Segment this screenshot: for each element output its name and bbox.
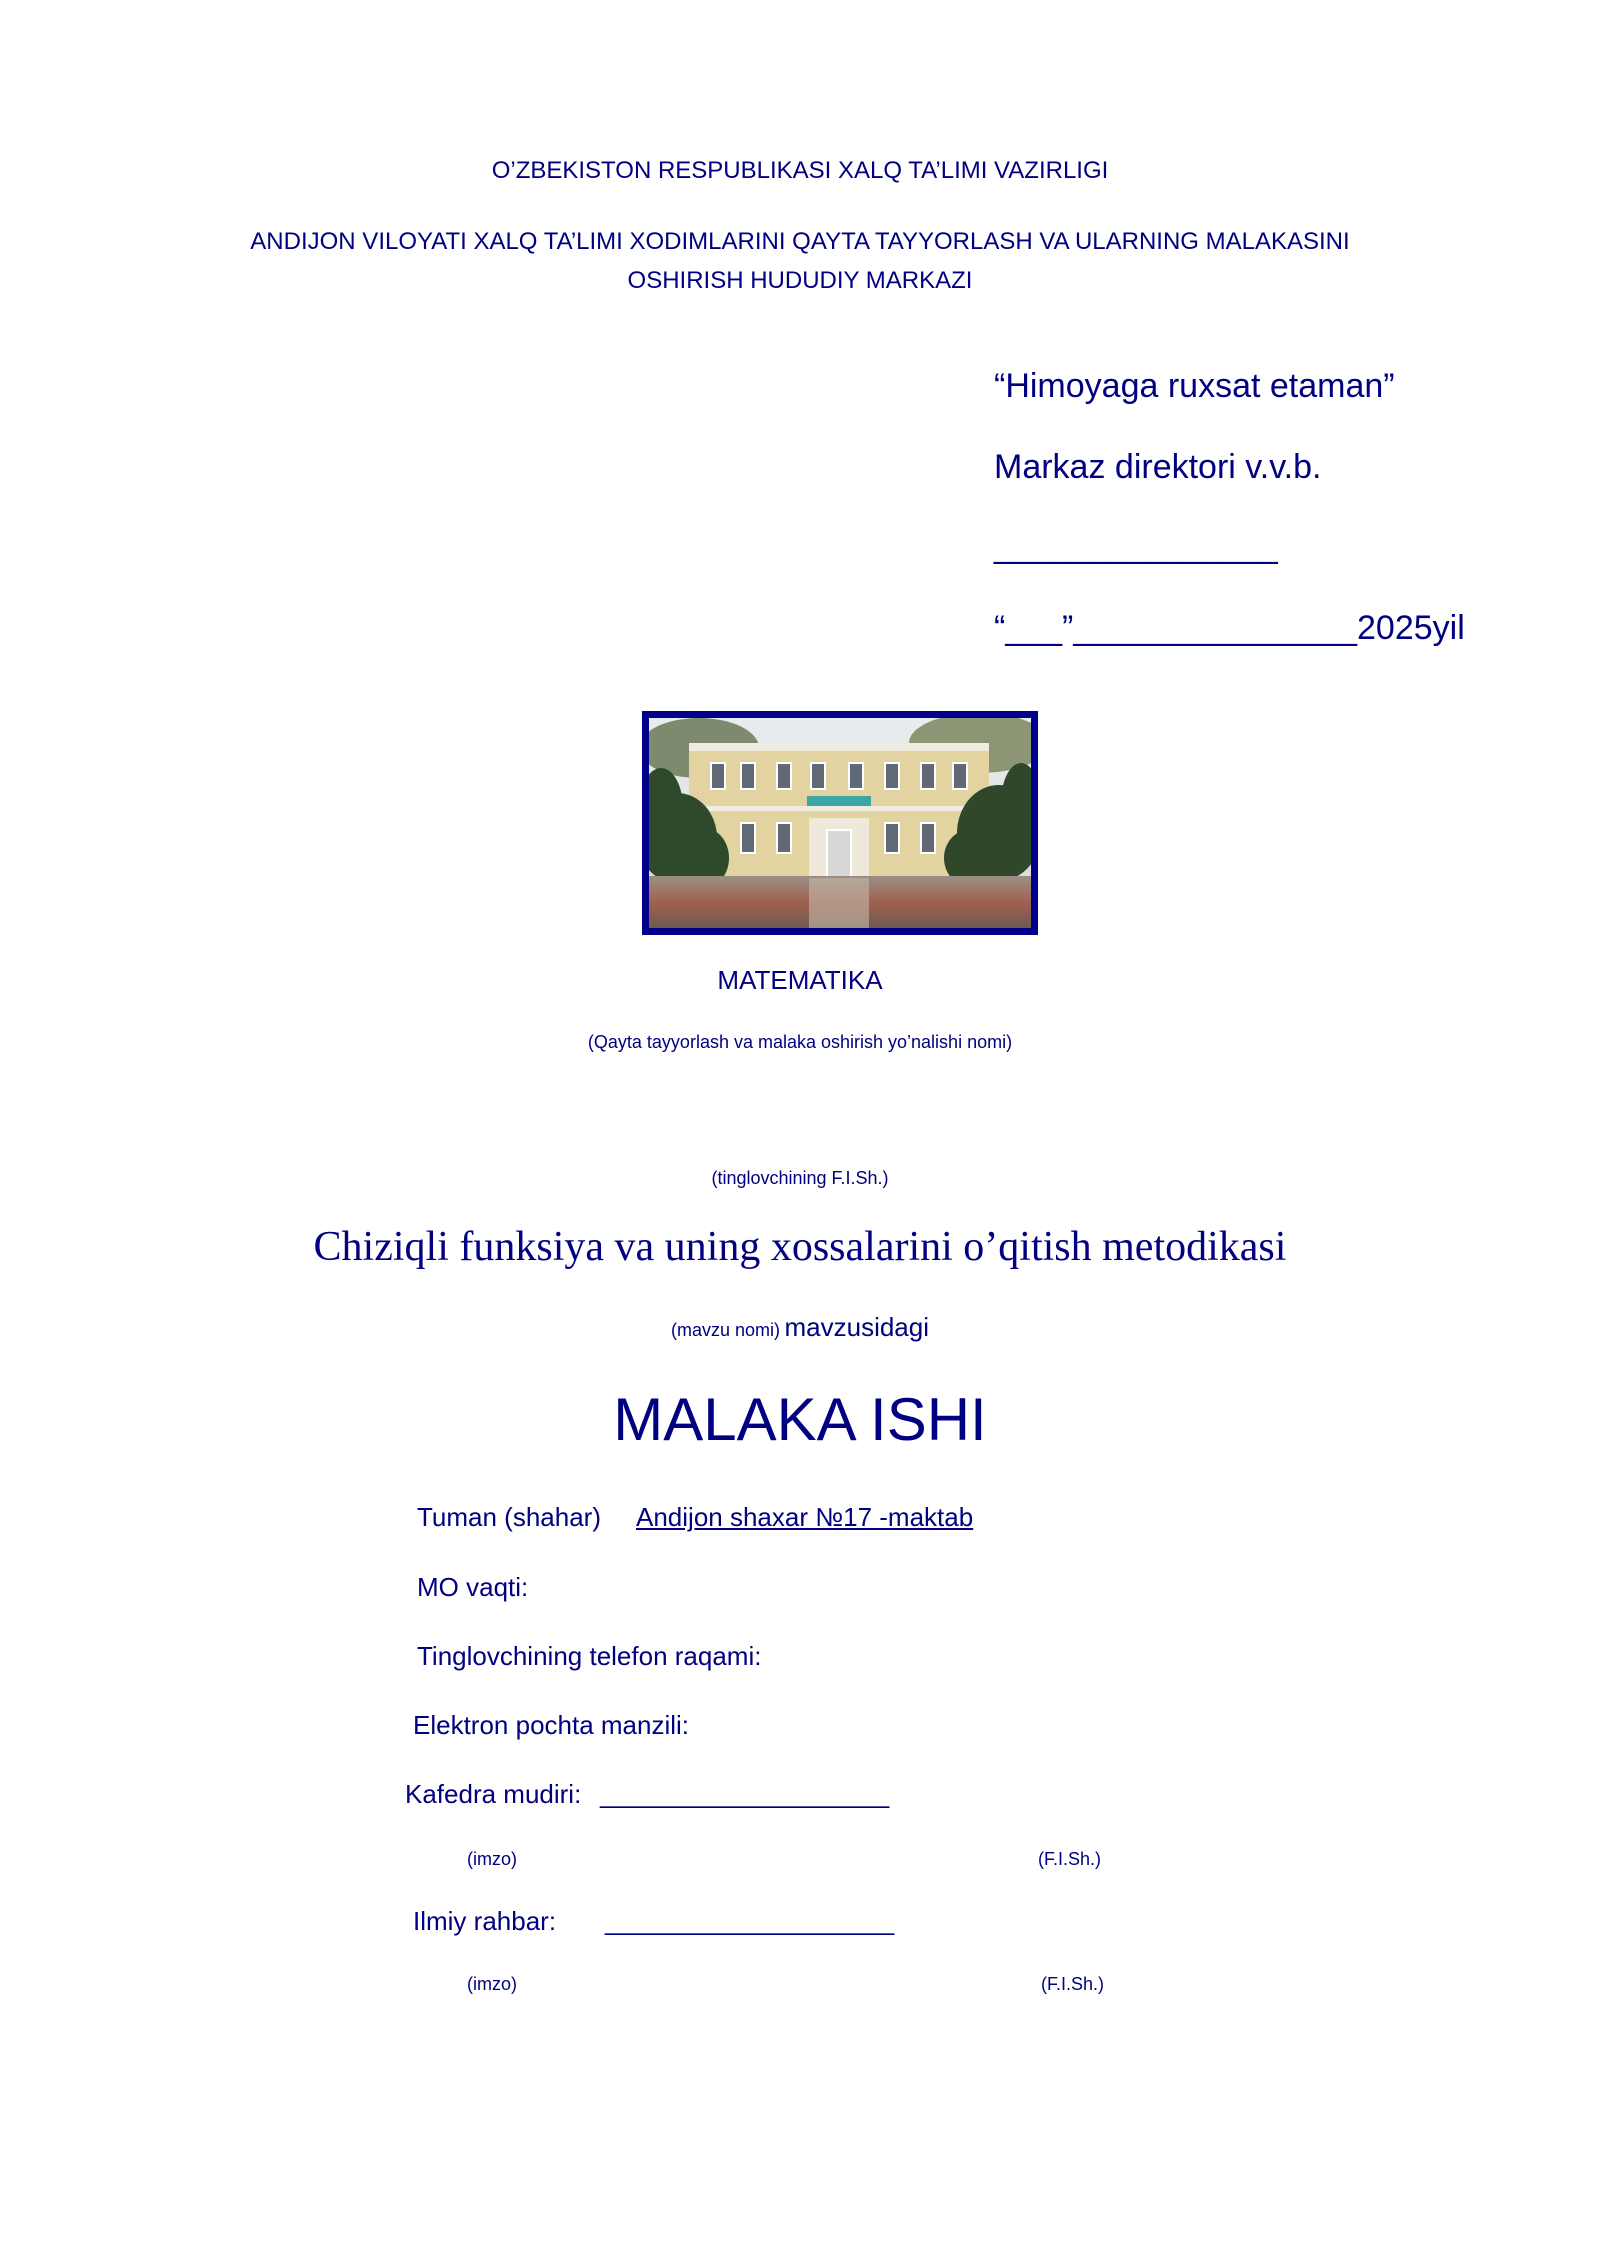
district-value: Andijon shaxar №17 -maktab (636, 1502, 974, 1532)
subject-name: MATEMATIKA (717, 965, 883, 995)
advisor-sign-caption: (imzo) (467, 1974, 517, 1994)
work-title: MALAKA ISHI (613, 1386, 987, 1453)
approval-director: Markaz direktori v.v.b. (994, 448, 1322, 486)
phone-label: Tinglovchining telefon raqami: (417, 1641, 762, 1671)
advisor-label: Ilmiy rahbar: (413, 1906, 557, 1936)
head-name-caption: (F.I.Sh.) (1038, 1849, 1102, 1869)
head-sign-caption: (imzo) (467, 1849, 517, 1869)
topic-caption: (mavzu nomi) (671, 1320, 781, 1340)
approval-permit: “Himoyaga ruxsat etaman” (994, 367, 1395, 405)
topic-title: Chiziqli funksiya va uning xossalarini o’qitish metodikasi (313, 1224, 1287, 1270)
building-photo (642, 711, 1038, 935)
district-label: Tuman (shahar) (417, 1502, 601, 1532)
subject-name-caption: (Qayta tayyorlash va malaka oshirish yo’nalishi nomi) (587, 1032, 1013, 1052)
approval-signature-line: _______________ (994, 527, 1278, 565)
approval-date-line: “___”_______________2025yil (994, 609, 1465, 647)
email-label: Elektron pochta manzili: (413, 1710, 690, 1740)
center-title-line1: ANDIJON VILOYATI XALQ TA’LIMI XODIMLARINI QAYTA TAYYORLASH VA ULARNING MALAKASINI (250, 228, 1350, 255)
listener-name-caption: (tinglovchining F.I.Sh.) (711, 1168, 889, 1188)
advisor-name-caption: (F.I.Sh.) (1041, 1974, 1105, 1994)
center-title-line2: OSHIRISH HUDUDIY MARKAZI (627, 267, 973, 294)
head-signature-line: ____________________ (600, 1779, 890, 1809)
mo-time-label: MO vaqti: (417, 1572, 529, 1602)
topic-suffix: mavzusidagi (784, 1312, 929, 1342)
head-label: Kafedra mudiri: (405, 1779, 582, 1809)
topic-caption-row (0, 1312, 1600, 1343)
building-photo-image (649, 718, 1031, 928)
ministry-title: O’ZBEKISTON RESPUBLIKASI XALQ TA’LIMI VAZIRLIGI (491, 157, 1109, 184)
advisor-signature-line: ____________________ (605, 1906, 895, 1936)
